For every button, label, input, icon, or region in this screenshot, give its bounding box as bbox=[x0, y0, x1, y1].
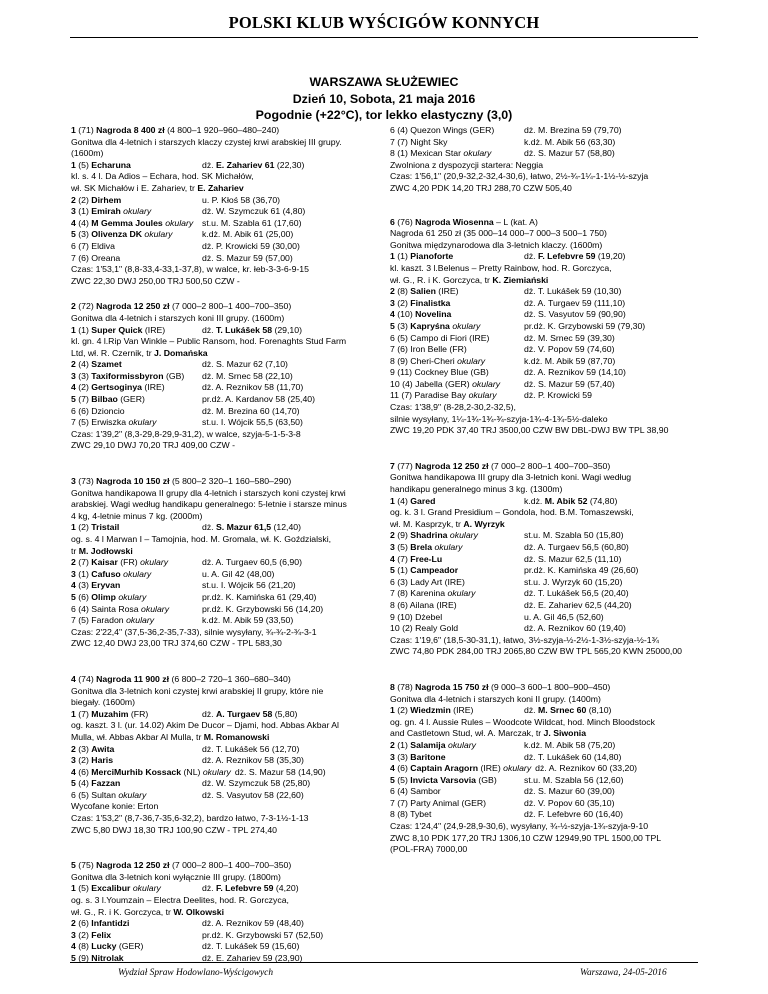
race-footer-line: ZWC 8,10 PDK 177,20 TRJ 1306,10 CZW 12949,90 TPL 1500,00 TPL bbox=[390, 832, 662, 843]
horse-name: 8 (8) Tybet bbox=[390, 809, 432, 820]
placing-row bbox=[71, 557, 396, 569]
jockey-odds: k.dż. M. Abik 58 (75,20) bbox=[524, 739, 616, 750]
horse-name: 5 (3) Kapryśna okulary bbox=[390, 320, 481, 331]
race-footer-line: ZWC 4,20 PDK 14,20 TRJ 288,70 CZW 505,40 bbox=[390, 182, 572, 193]
meeting-venue: WARSZAWA SŁUŻEWIEC bbox=[309, 75, 459, 89]
horse-name: 8 (9) Cheri-Cheri okulary bbox=[390, 355, 486, 366]
horse-name: 6 (4) Sambor bbox=[390, 786, 441, 797]
horse-name: 3 (2) Felix bbox=[71, 929, 112, 940]
placing-row bbox=[390, 740, 725, 752]
footer-rule bbox=[70, 962, 698, 963]
horse-name: 4 (10) Novelina bbox=[390, 309, 452, 320]
placing-row bbox=[390, 286, 725, 298]
placing-row bbox=[390, 763, 725, 775]
race-header-line: 7 (77) Nagroda 12 250 zł (7 000–2 800–1 400–700–350) bbox=[390, 460, 611, 471]
winner-row bbox=[71, 160, 396, 172]
jockey-odds: st.u. I. Wójcik 56 (21,20) bbox=[202, 580, 296, 591]
horse-name: 10 (2) Realy Gold bbox=[390, 623, 459, 634]
jockey-odds: dż. W. Szymczuk 58 (25,80) bbox=[202, 778, 311, 789]
race-footer-line: Czas: 1'53,2" (8,7-36,7-35,6-32,2), bardzo łatwo, 7-3-1½-1-13 bbox=[71, 813, 309, 824]
race-header-line: biegały. (1600m) bbox=[71, 697, 136, 708]
placing-row bbox=[390, 356, 725, 368]
jockey-odds: dż. V. Popov 59 (74,60) bbox=[524, 344, 615, 355]
placing-row bbox=[71, 253, 396, 265]
race-footer-line: Czas: 1'19,6" (18,5-30-31,1), łatwo, 3½-szyja-½-2½-1-3½-szyja-½-1¾ bbox=[390, 634, 659, 645]
jockey-odds: dż. T. Lukášek 56 (12,70) bbox=[202, 743, 300, 754]
winner-details-line: wł. G., R. i K. Gorczyca, tr K. Ziemiański bbox=[390, 274, 549, 285]
race-header-line: Gonitwa handikapowa III grupy dla 3-letnich koni. Wagi według bbox=[390, 472, 632, 483]
jockey-odds: dż. S. Mazur 61,5 (12,40) bbox=[202, 522, 302, 533]
horse-name: 2 (2) Dirhem bbox=[71, 194, 122, 205]
jockey-odds: dż. S. Mazur 59 (57,40) bbox=[524, 378, 615, 389]
race-header-line: (1600m) bbox=[71, 148, 104, 159]
horse-name: 6 (3) Lady Art (IRE) bbox=[390, 576, 465, 587]
placing-row bbox=[71, 604, 396, 616]
horse-name: 1 (4) Gared bbox=[390, 495, 436, 506]
horse-name: 2 (3) Awita bbox=[71, 743, 115, 754]
race-footer-line: ZWC 74,80 PDK 284,00 TRJ 2065,80 CZW BW TPL 565,20 KWN 25000,00 bbox=[390, 646, 682, 657]
race-footer-line: ZWC 29,10 DWJ 70,20 TRJ 409,00 CZW - bbox=[71, 440, 235, 451]
horse-name: 4 (2) Gertsoginya (IRE) bbox=[71, 382, 165, 393]
race-footer-line: silnie wysyłany, 1¼-1¾-1¾-¾-szyja-1¾-4-1¾-5½-daleko bbox=[390, 413, 608, 424]
winner-details-line: tr M. Jodłowski bbox=[71, 545, 133, 556]
horse-name: 3 (2) Haris bbox=[71, 755, 114, 766]
jockey-odds: pr.dż. K. Grzybowski 56 (14,20) bbox=[202, 603, 324, 614]
jockey-odds: dż. E. Zahariev 62,5 (44,20) bbox=[524, 599, 632, 610]
placing-row bbox=[71, 744, 396, 756]
horse-name: 7 (6) Oreana bbox=[71, 252, 121, 263]
jockey-odds: dż. A. Reznikov 59 (14,10) bbox=[524, 367, 626, 378]
jockey-odds: dż. M. Srnec 59 (39,30) bbox=[524, 332, 615, 343]
horse-name: 2 (6) Infantidzi bbox=[71, 918, 130, 929]
horse-name: 5 (1) Campeador bbox=[390, 565, 459, 576]
jockey-odds: u. P. Kłoś 58 (36,70) bbox=[202, 194, 281, 205]
winner-details-line: og. s. 4 l Marwan I – Tamojnia, hod. M. Gromala, wł. K. Goździalski, bbox=[71, 534, 332, 544]
placing-row bbox=[71, 930, 396, 942]
placing-row bbox=[71, 918, 396, 930]
horse-name: 5 (4) Fazzan bbox=[71, 778, 121, 789]
jockey-odds: dż. S. Mazur 60 (39,00) bbox=[524, 786, 615, 797]
race-footer-line: (POL-FRA) 7000,00 bbox=[390, 844, 468, 855]
jockey-odds: dż. F. Lefebvre 59 (4,20) bbox=[202, 883, 299, 894]
winner-details-line: og. s. 3 l.Youmzain – Electra Deelites, hod. R. Gorczyca, bbox=[71, 895, 289, 906]
race-header-line: handikapu generalnego minus 3 kg. (1300m) bbox=[390, 484, 563, 495]
winner-row bbox=[390, 705, 725, 717]
horse-name: 11 (7) Paradise Bay okulary bbox=[390, 390, 497, 401]
horse-name: 8 (1) Mexican Star okulary bbox=[390, 148, 492, 159]
horse-name: 5 (5) Invicta Varsovia (GB) bbox=[390, 774, 497, 785]
race-header-line: 4 kg, 4-letnie minus 7 kg. (2000m) bbox=[71, 510, 203, 521]
placing-row bbox=[390, 565, 725, 577]
horse-name: 5 (3) Olivenza DK okulary bbox=[71, 229, 173, 240]
placing-row bbox=[71, 767, 396, 779]
placing-row bbox=[390, 367, 725, 379]
race-result bbox=[390, 217, 725, 437]
placing-row bbox=[71, 394, 396, 406]
race-header-line: 8 (78) Nagroda 15 750 zł (9 000–3 600–1 800–900–450) bbox=[390, 681, 611, 692]
horse-name: 7 (5) Erwiszka okulary bbox=[71, 417, 157, 428]
jockey-odds: dż. M. Srnec 60 (8,10) bbox=[524, 705, 612, 716]
horse-name: 3 (3) Taxiformissbyron (GB) bbox=[71, 370, 185, 381]
placing-row bbox=[71, 241, 396, 253]
race-header-line: Gonitwa dla 4-letnich i starszych koni III grupy. (1600m) bbox=[71, 312, 285, 323]
horse-name: 8 (6) Ailana (IRE) bbox=[390, 599, 457, 610]
race-footer-line: ZWC 19,20 PDK 37,40 TRJ 3500,00 CZW BW DBL-DWJ BW TPL 38,90 bbox=[390, 425, 669, 436]
jockey-odds: dż. T. Lukášek 56,5 (20,40) bbox=[524, 588, 629, 599]
jockey-odds: dż. M. Srnec 58 (22,10) bbox=[202, 370, 293, 381]
placing-row bbox=[71, 778, 396, 790]
placing-row bbox=[390, 530, 725, 542]
jockey-odds: dż. A. Reznikov 58 (35,30) bbox=[202, 755, 304, 766]
jockey-odds: dż. F. Lefebvre 59 (19,20) bbox=[524, 251, 626, 262]
jockey-odds: dż. A. Reznikov 60 (33,20) bbox=[535, 763, 638, 774]
winner-row bbox=[390, 496, 725, 508]
horse-name: 5 (9) Nitrolak bbox=[71, 953, 124, 963]
jockey-odds: st.u. I. Wójcik 55,5 (63,50) bbox=[202, 417, 303, 428]
horse-name: 7 (8) Karenina okulary bbox=[390, 588, 476, 599]
jockey-odds: u. A. Gil 42 (48,00) bbox=[202, 568, 275, 579]
jockey-odds: dż. E. Zahariev 59 (23,90) bbox=[202, 953, 303, 963]
horse-name: 1 (5) Echaruna bbox=[71, 159, 131, 170]
jockey-odds: k.dż. M. Abik 52 (74,80) bbox=[524, 495, 618, 506]
jockey-odds: st.u. M. Szabla 50 (15,80) bbox=[524, 530, 624, 541]
race-header-line: 4 (74) Nagroda 11 900 zł (6 800–2 720–1 360–680–340) bbox=[71, 673, 291, 684]
race-footer-line: ZWC 5,80 DWJ 18,30 TRJ 100,90 CZW - TPL 274,40 bbox=[71, 824, 278, 835]
race-header-line: 5 (75) Nagroda 12 250 zł (7 000–2 800–1 400–700–350) bbox=[71, 860, 292, 871]
jockey-odds: k.dż. M. Abik 59 (87,70) bbox=[524, 355, 616, 366]
placing-row bbox=[71, 592, 396, 604]
placing-row bbox=[390, 542, 725, 554]
race-result bbox=[390, 461, 725, 658]
winner-details-line: Ltd, wł. R. Czernik, tr J. Domańska bbox=[71, 347, 208, 358]
race-result bbox=[390, 125, 725, 195]
page-header-title: POLSKI KLUB WYŚCIGÓW KONNYCH bbox=[228, 13, 540, 32]
placing-row bbox=[71, 790, 396, 802]
placing-row bbox=[71, 206, 396, 218]
jockey-odds: dż. S. Mazur 62 (7,10) bbox=[202, 359, 288, 370]
jockey-odds: dż. S. Vasyutov 59 (90,90) bbox=[524, 309, 626, 320]
placing-row bbox=[71, 569, 396, 581]
jockey-odds: st.u. J. Wyrzyk 60 (15,20) bbox=[524, 576, 623, 587]
placing-row bbox=[390, 612, 725, 624]
race-header-line: Gonitwa dla 3-letnich koni czystej krwi arabskiej II grupy, które nie bbox=[71, 685, 324, 696]
winner-details-line: wł. M. Kasprzyk, tr A. Wyrzyk bbox=[390, 518, 505, 529]
horse-name: 6 (4) Sainta Rosa okulary bbox=[71, 603, 170, 614]
horse-name: 2 (8) Salien (IRE) bbox=[390, 286, 459, 297]
placing-row bbox=[71, 580, 396, 592]
jockey-odds: dż. A. Turgaev 60,5 (6,90) bbox=[202, 557, 302, 568]
horse-name: 2 (7) Kaisar (FR) okulary bbox=[71, 557, 169, 568]
jockey-odds: pr.dż. K. Kamińska 49 (26,60) bbox=[524, 565, 639, 576]
winner-details-line: and Castletown Stud, wł. A. Marczak, tr J. Siwonia bbox=[390, 728, 587, 739]
placing-row bbox=[390, 137, 725, 149]
placing-row bbox=[71, 417, 396, 429]
placing-row bbox=[390, 554, 725, 566]
header-rule bbox=[70, 37, 698, 38]
jockey-odds: dż. T. Lukášek 59 (10,30) bbox=[524, 286, 622, 297]
horse-name: 4 (6) Captain Aragorn (IRE) okulary bbox=[390, 763, 532, 774]
placing-row bbox=[390, 321, 725, 333]
horse-name: 3 (1) Emirah okulary bbox=[71, 206, 152, 217]
placing-row bbox=[390, 125, 725, 137]
race-header-line: Gonitwa międzynarodowa dla 3-letnich klaczy. (1600m) bbox=[390, 239, 603, 250]
jockey-odds: u. A. Gil 46,5 (52,60) bbox=[524, 611, 604, 622]
winner-row bbox=[390, 251, 725, 263]
jockey-odds: dż. F. Lefebvre 60 (16,40) bbox=[524, 809, 623, 820]
jockey-odds: st.u. M. Szabla 56 (12,60) bbox=[524, 774, 624, 785]
placing-row bbox=[71, 406, 396, 418]
jockey-odds: dż. P. Krowicki 59 bbox=[524, 390, 592, 401]
horse-name: 6 (6) Dzioncio bbox=[71, 405, 125, 416]
jockey-odds: dż. W. Szymczuk 61 (4,80) bbox=[202, 206, 306, 217]
race-result bbox=[71, 860, 396, 964]
jockey-odds: dż. E. Zahariev 61 (22,30) bbox=[202, 159, 305, 170]
race-footer-line: Czas: 2'22,4" (37,5-36,2-35,7-33), silnie wysyłany, ¾-¾-2-¾-3-1 bbox=[71, 626, 317, 637]
placing-row bbox=[390, 148, 725, 160]
horse-name: 4 (3) Eryvan bbox=[71, 580, 121, 591]
placing-row bbox=[71, 371, 396, 383]
placing-row bbox=[390, 298, 725, 310]
jockey-odds: st.u. M. Szabla 61 (17,60) bbox=[202, 217, 302, 228]
race-header-line: Nagroda 61 250 zł (35 000–14 000–7 000–3 500–1 750) bbox=[390, 228, 607, 239]
footer-date: Warszawa, 24-05-2016 bbox=[580, 968, 667, 978]
horse-name: 5 (6) Olimp okulary bbox=[71, 591, 147, 602]
horse-name: 3 (1) Cafuso okulary bbox=[71, 568, 152, 579]
horse-name: 3 (3) Baritone bbox=[390, 751, 446, 762]
jockey-odds: dż. T. Lukášek 59 (15,60) bbox=[202, 941, 300, 952]
race-footer-line: Czas: 1'24,4" (24,9-28,9-30,6), wysyłany, ¾-½-szyja-1¾-szyja-9-10 bbox=[390, 821, 649, 832]
race-result bbox=[71, 301, 396, 452]
horse-name: 1 (1) Pianoforte bbox=[390, 251, 454, 262]
jockey-odds: dż. M. Brezina 60 (14,70) bbox=[202, 405, 300, 416]
placing-row bbox=[390, 309, 725, 321]
placing-row bbox=[71, 755, 396, 767]
race-footer-line: Wycofane konie: Erton bbox=[71, 801, 159, 812]
horse-name: 4 (4) M Gemma Joules okulary bbox=[71, 217, 194, 228]
jockey-odds: dż. T. Lukášek 60 (14,80) bbox=[524, 751, 622, 762]
placing-row bbox=[390, 809, 725, 821]
jockey-odds: pr.dż. K. Grzybowski 59 (79,30) bbox=[524, 320, 646, 331]
horse-name: 4 (7) Free-Lu bbox=[390, 553, 443, 564]
placing-row bbox=[390, 333, 725, 345]
race-footer-line: Czas: 1'56,1" (20,9-32,2-32,4-30,6), łatwo, 2½-¾-1¼-1-1½-½-szyja bbox=[390, 171, 649, 182]
horse-name: 4 (6) MerciMurhib Kossack (NL) okulary bbox=[71, 766, 231, 777]
placing-row bbox=[71, 218, 396, 230]
placing-row bbox=[390, 390, 725, 402]
winner-row bbox=[71, 325, 396, 337]
placing-row bbox=[390, 344, 725, 356]
jockey-odds: dż. A. Reznikov 59 (48,40) bbox=[202, 918, 304, 929]
horse-name: 6 (5) Campo di Fiori (IRE) bbox=[390, 332, 490, 343]
jockey-odds: dż. A. Reznikov 60 (19,40) bbox=[524, 623, 626, 634]
winner-row bbox=[71, 522, 396, 534]
winner-row bbox=[71, 883, 396, 895]
race-result bbox=[71, 125, 396, 287]
horse-name: 1 (5) Excalibur okulary bbox=[71, 883, 161, 894]
race-footer-line: Czas: 1'53,1" (8,8-33,4-33,1-37,8), w walce, kr. łeb-3-3-6-9-15 bbox=[71, 264, 309, 275]
placing-row bbox=[71, 229, 396, 241]
race-header-line: arabskiej. Wagi według handikapu generalnego: 5-letnie i starsze minus bbox=[71, 499, 347, 510]
jockey-odds: pr.dż. K. Kamińska 61 (29,40) bbox=[202, 591, 317, 602]
jockey-odds: dż. A. Reznikov 58 (11,70) bbox=[202, 382, 304, 393]
race-footer-line: Czas: 1'38,9" (8-28,2-30,2-32,5), bbox=[390, 402, 516, 413]
jockey-odds: dż. A. Turgaev 56,5 (60,80) bbox=[524, 542, 629, 552]
meeting-date: Dzień 10, Sobota, 21 maja 2016 bbox=[292, 91, 476, 106]
placing-row bbox=[71, 615, 396, 627]
horse-name: 7 (6) Iron Belle (FR) bbox=[390, 344, 467, 355]
race-footer-line: ZWC 22,30 DWJ 250,00 TRJ 500,50 CZW - bbox=[71, 275, 240, 286]
left-column bbox=[71, 125, 396, 976]
race-header-line: Gonitwa dla 4-letnich i starszych koni II grupy. (1400m) bbox=[390, 693, 601, 704]
jockey-odds: dż. S. Mazur 57 (58,80) bbox=[524, 148, 615, 159]
jockey-odds: dż. A. Turgaev 59 (111,10) bbox=[524, 297, 626, 308]
placing-row bbox=[390, 600, 725, 612]
winner-details-line: kl. s. 4 l. Da Adios – Echara, hod. SK Michałów, bbox=[71, 171, 254, 182]
horse-name: 1 (7) Muzahim (FR) bbox=[71, 708, 149, 719]
jockey-odds: dż. A. Turgaev 58 (5,80) bbox=[202, 708, 298, 719]
placing-row bbox=[390, 379, 725, 391]
placing-row bbox=[71, 382, 396, 394]
jockey-odds: k.dż. M. Abik 56 (63,30) bbox=[524, 136, 616, 147]
jockey-odds: dż. S. Vasyutov 58 (22,60) bbox=[202, 789, 304, 800]
placing-row bbox=[390, 752, 725, 764]
placing-row bbox=[390, 588, 725, 600]
jockey-odds: dż. V. Popov 60 (35,10) bbox=[524, 797, 615, 808]
winner-row bbox=[71, 709, 396, 721]
jockey-odds: pr.dż. K. Grzybowski 57 (52,50) bbox=[202, 929, 324, 940]
horse-name: 6 (4) Quezon Wings (GER) bbox=[390, 125, 495, 135]
horse-name: 6 (5) Sultan okulary bbox=[71, 789, 147, 800]
jockey-odds: dż. M. Brezina 59 (79,70) bbox=[524, 125, 622, 135]
race-header-line: 2 (72) Nagroda 12 250 zł (7 000–2 800–1 400–700–350) bbox=[71, 301, 292, 312]
horse-name: 2 (1) Salamija okulary bbox=[390, 739, 476, 750]
right-column bbox=[390, 125, 725, 867]
winner-details-line: kl. kaszt. 3 l.Belenus – Pretty Rainbow, hod. R. Gorczyca, bbox=[390, 262, 612, 273]
race-footer-line: Zwolniona z dyspozycji startera: Neggia bbox=[390, 159, 544, 170]
winner-details-line: og. k. 3 l. Grand Presidium – Gondola, hod. B.M. Tomaszewski, bbox=[390, 507, 634, 518]
winner-details-line: wł. G., R. i K. Gorczyca, tr W. Olkowski bbox=[71, 906, 225, 917]
winner-details-line: wł. SK Michałów i E. Zahariev, tr E. Zahariev bbox=[71, 182, 244, 193]
race-result bbox=[71, 476, 396, 650]
horse-name: 7 (5) Faradon okulary bbox=[71, 615, 155, 626]
horse-name: 10 (4) Jabella (GER) okulary bbox=[390, 378, 501, 389]
race-header-line: 3 (73) Nagroda 10 150 zł (5 800–2 320–1 160–580–290) bbox=[71, 476, 292, 487]
horse-name: 6 (7) Eldiva bbox=[71, 240, 115, 251]
winner-details-line: og. kaszt. 3 l. (ur. 14.02) Akim De Ducor – Djami, hod. Abbas Akbar Al bbox=[71, 720, 339, 731]
race-header-line: 1 (71) Nagroda 8 400 zł (4 800–1 920–960–480–240) bbox=[71, 125, 280, 135]
placing-row bbox=[71, 195, 396, 207]
race-footer-line: ZWC 12,40 DWJ 23,00 TRJ 374,60 CZW - TPL 583,30 bbox=[71, 638, 282, 649]
race-header-line: Gonitwa handikapowa II grupy dla 4-letnich i starszych koni czystej krwi bbox=[71, 487, 346, 498]
placing-row bbox=[390, 775, 725, 787]
horse-name: 1 (2) Wiedzmin (IRE) bbox=[390, 705, 474, 716]
placing-row bbox=[71, 941, 396, 953]
horse-name: 1 (2) Tristail bbox=[71, 522, 120, 533]
race-result bbox=[71, 674, 396, 836]
race-result bbox=[390, 682, 725, 856]
horse-name: 2 (4) Szamet bbox=[71, 359, 122, 370]
placing-row bbox=[390, 623, 725, 635]
horse-name: 9 (10) Dżebel bbox=[390, 611, 443, 622]
jockey-odds: dż. T. Lukášek 58 (29,10) bbox=[202, 324, 302, 335]
winner-details-line: kl. gn. 4 l.Rip Van Winkle – Public Ransom, hod. Forenaghts Stud Farm bbox=[71, 336, 347, 347]
horse-name: 7 (7) Party Animal (GER) bbox=[390, 797, 487, 808]
jockey-odds: dż. S. Mazur 58 (14,90) bbox=[234, 766, 326, 777]
horse-name: 3 (5) Brela okulary bbox=[390, 542, 463, 552]
horse-name: 1 (1) Super Quick (IRE) bbox=[71, 324, 166, 335]
horse-name: 2 (9) Shadrina okulary bbox=[390, 530, 478, 541]
winner-details-line: Mulla, wł. Abbas Akbar Al Mulla, tr M. Romanowski bbox=[71, 731, 270, 742]
jockey-odds: dż. S. Mazur 59 (57,00) bbox=[202, 252, 293, 263]
horse-name: 5 (7) Bilbao (GER) bbox=[71, 394, 145, 405]
jockey-odds: k.dż. M. Abik 59 (33,50) bbox=[202, 615, 294, 626]
race-header-line: Gonitwa dla 4-letnich i starszych klaczy czystej krwi arabskiej III grupy. bbox=[71, 136, 342, 147]
winner-details-line: og. gn. 4 l. Aussie Rules – Woodcote Wildcat, hod. Minch Bloodstock bbox=[390, 716, 655, 727]
race-header-line: 6 (76) Nagroda Wiosenna – L (kat. A) bbox=[390, 216, 538, 227]
placing-row bbox=[71, 359, 396, 371]
footer-department: Wydział Spraw Hodowlano-Wyścigowych bbox=[118, 968, 274, 978]
horse-name: 9 (11) Cockney Blue (GB) bbox=[390, 367, 489, 378]
horse-name: 7 (7) Night Sky bbox=[390, 136, 448, 147]
jockey-odds: pr.dż. A. Kardanov 58 (25,40) bbox=[202, 394, 316, 405]
jockey-odds: dż. P. Krowicki 59 (30,00) bbox=[202, 240, 300, 251]
horse-name: 4 (8) Lucky (GER) bbox=[71, 941, 144, 952]
jockey-odds: dż. S. Mazur 62,5 (11,10) bbox=[524, 553, 622, 564]
placing-row bbox=[390, 786, 725, 798]
horse-name: 3 (2) Finalistka bbox=[390, 297, 451, 308]
race-header-line: Gonitwa dla 3-letnich koni wyłącznie III grupy. (1800m) bbox=[71, 871, 281, 882]
jockey-odds: k.dż. M. Abik 61 (25,00) bbox=[202, 229, 294, 240]
race-footer-line: Czas: 1'39,2" (8,3-29,8-29,9-31,2), w walce, szyja-5-1-5-3-8 bbox=[71, 428, 301, 439]
placing-row bbox=[390, 577, 725, 589]
placing-row bbox=[390, 798, 725, 810]
meeting-info bbox=[0, 74, 768, 124]
meeting-weather: Pogodnie (+22°C), tor lekko elastyczny (3,0) bbox=[255, 108, 513, 123]
